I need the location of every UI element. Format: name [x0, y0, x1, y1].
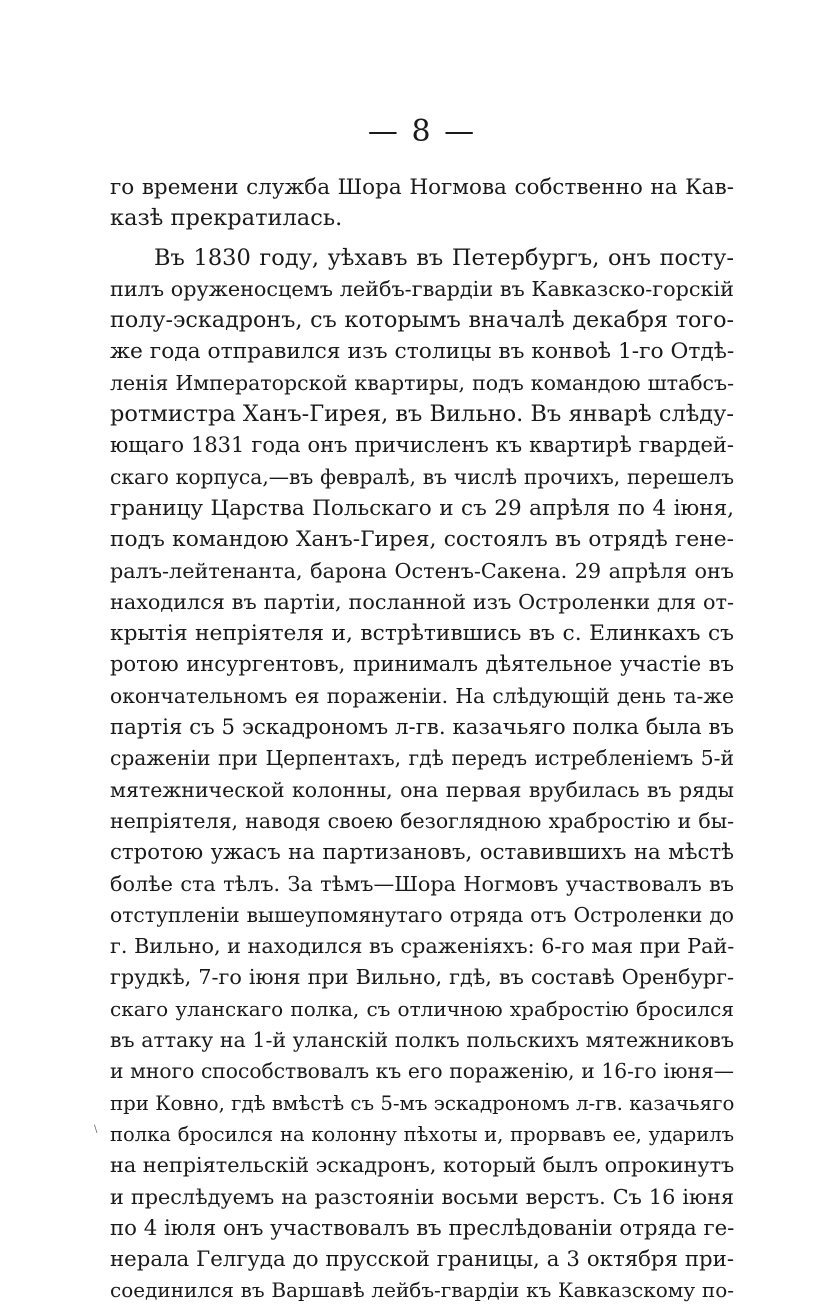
text-line: ющаго 1831 года онъ причисленъ къ квартирѣ гвардей- [110, 433, 734, 458]
text-line: скаго корпуса,—въ февралѣ, въ числѣ прочихъ, перешелъ [110, 464, 734, 489]
text-line: г. Вильно, и находился въ сраженіяхъ: 6-го мая при Рай- [110, 934, 735, 959]
text-line: границу Царства Польскаго и съ 29 апрѣля по 4 іюня, [110, 495, 734, 521]
text-line: сраженіи при Церпентахъ, гдѣ передъ истребленіемъ 5-й [110, 746, 734, 771]
text-line: соединился въ Варшавѣ лейбъ-гвардіи къ Кавказскому по- [110, 1278, 734, 1303]
text-line: полу-эскадронъ, съ которымъ вначалѣ декабря того- [110, 307, 734, 334]
document-page [110, 110, 734, 1307]
text-line: на непріятельскій эскадронъ, который былъ опрокинутъ [110, 1153, 735, 1178]
text-line: Въ 1830 году, уѣхавъ въ Петербургъ, онъ посту- [154, 244, 734, 271]
text-line: отступленіи вышеупомянутаго отряда отъ Остроленки до [110, 902, 734, 927]
text-line: го времени служба Шора Ногмова собственно на Кав- [110, 175, 734, 200]
text-line: грудкѣ, 7-го іюня при Вильно, гдѣ, въ составѣ Оренбург- [110, 965, 734, 990]
text-line: и преслѣдуемъ на разстояніи восьми верстъ. Съ 16 іюня [110, 1184, 734, 1209]
text-line: же года отправился изъ столицы въ конвоѣ 1-го Отдѣ- [110, 339, 735, 365]
text-line: крытія непріятеля и, встрѣтившись въ с. Елинкахъ съ [110, 621, 734, 647]
text-line: полка бросился на колонну пѣхоты и, прорвавъ ее, ударилъ [110, 1122, 734, 1146]
text-line: и много способствовалъ къ его пораженію, и 16-го іюня— [110, 1059, 734, 1084]
text-line: партія съ 5 эскадрономъ л-гв. казачьяго полка была въ [110, 715, 734, 741]
text-line: мятежнической колонны, она первая врубилась въ ряды [110, 777, 734, 802]
text-line: непріятеля, наводя своею безоглядною храбростію и бы- [110, 808, 734, 833]
body-text [110, 172, 734, 1307]
text-line: стротою ужасъ на партизановъ, оставившихъ на мѣстѣ [110, 840, 734, 866]
text-line: находился въ партіи, посланной изъ Остроленки для от- [110, 589, 734, 614]
text-line: нерала Гелгуда до прусской границы, а 3 октября при- [110, 1247, 734, 1273]
text-line: окончательномъ ея пораженіи. На слѣдующій день та-же [110, 683, 734, 708]
paragraph [110, 243, 734, 1307]
text-line: ротмистра Ханъ-Гирея, въ Вильно. Въ январѣ слѣду- [110, 401, 734, 428]
text-line: скаго уланскаго полка, съ отличною храбростію бросился [110, 996, 734, 1021]
text-line: ленія Императорской квартиры, подъ командою штабсъ- [110, 370, 734, 395]
scan-speck: \ [94, 1124, 98, 1135]
text-line: подъ командою Ханъ-Гирея, состоялъ въ отрядѣ гене- [110, 527, 734, 553]
text-line: въ аттаку на 1-й уланскій полкъ польскихъ мятежниковъ [110, 1028, 734, 1053]
text-line: ралъ-лейтенанта, барона Остенъ-Сакена. 29 апрѣля онъ [110, 558, 734, 583]
text-line: болѣе ста тѣлъ. За тѣмъ—Шора Ногмовъ участвовалъ въ [110, 871, 734, 896]
text-line: пилъ оруженосцемъ лейбъ-гвардіи въ Кавказско-горскій [110, 276, 734, 301]
text-line: по 4 іюля онъ участвовалъ въ преслѣдованіи отряда ге- [110, 1215, 735, 1241]
page-number: — 8 — [367, 114, 477, 149]
text-line: при Ковно, гдѣ вмѣстѣ съ 5-мъ эскадрономъ л-гв. казачьяго [110, 1091, 735, 1115]
text-line: казѣ прекратилась. [110, 205, 343, 232]
text-line: ротою инсургентовъ, принималъ дѣятельное участіе въ [110, 652, 734, 677]
paragraph [110, 172, 734, 235]
